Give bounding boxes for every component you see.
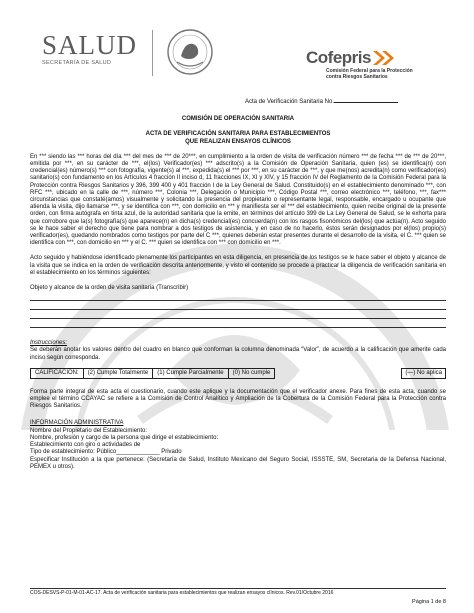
acta-number-line <box>30 96 398 106</box>
instructions-text: Se deberán anotar los valores dentro del cuadro en blanco que conforman la columna denominada “Valor”, de acuerdo a la calificación que amerite cada inciso según corresponda. <box>30 347 446 361</box>
admin-info-title: INFORMACIÓN ADMINISTRATIVA <box>30 420 124 427</box>
salud-subtitle: SECRETARÍA DE SALUD <box>42 60 112 66</box>
salud-logo <box>42 32 182 66</box>
rating-label: CALIFICACIÓN: <box>31 369 84 378</box>
cofepris-arrows-icon <box>371 50 397 66</box>
acta-number-label: Acta de Verificación Sanitaria No. <box>244 99 334 105</box>
page-number: Página 1 de 8 <box>412 599 446 605</box>
document-subtitle-line-2: QUE REALIZAN ENSAYOS CLÍNICOS <box>185 138 291 145</box>
instructions-title: Instrucciones: <box>30 340 68 347</box>
admin-director-line[interactable]: Nombre, profesión y cargo de la persona que dirige el establecimiento: <box>30 434 219 441</box>
admin-owner-line[interactable]: Nombre del Propietario del Establecimiento: <box>30 427 148 434</box>
admin-institution-line[interactable]: Especificar Institución a la que pertenece: (Secretaría de Salud, Instituto Mexicano del Seguro Social, ISSSTE, SM, Secretaria de la Defensa Nacional, PEMEX u otros). <box>30 456 446 470</box>
mexico-seal-icon <box>165 26 215 78</box>
objective-line-3[interactable] <box>30 310 446 319</box>
cofepris-logo <box>306 48 446 80</box>
rating-option-na: (—) No aplica <box>401 368 446 379</box>
cofepris-subtitle-2: contra Riesgos Sanitarios <box>326 74 388 80</box>
document-subtitle-line-1: ACTA DE VERIFICACIÓN SANITARIA PARA ESTABLECIMIENTOS <box>145 131 331 138</box>
cofepris-name: Cofepris <box>306 48 371 67</box>
salud-name: SALUD <box>42 30 138 60</box>
admin-activity-line[interactable]: Establecimiento con giro o actividades de <box>30 442 141 449</box>
objective-line-4[interactable] <box>30 319 446 328</box>
admin-type-line[interactable]: Tipo de establecimiento: Público_____________ Privado <box>30 449 182 456</box>
objective-line-2[interactable] <box>30 301 446 310</box>
cofepris-subtitle-1: Comisión Federal para la Protección <box>326 68 413 74</box>
intro-paragraph: En *** siendo las *** horas del día *** del mes de *** de 20***, en cumplimiento a la orden de visita de verificación número *** de fecha *** de *** de 20***, emitida por ***, en su carácter de ***, el(los) Verificador(es) *** adscrito(s) a la Comisión de Operación Sanitaria, quien (es) se identifica(n) con credencial(es) número(s) *** con fotografía, vigente(s) al ***, expedida(s) el *** por ***, en su carácter de ***, y que me(nos) acredita(n) como verificador(es) sanitario(s) con fundamento en los Artículos 4 fracción II inciso d, 11 fracciones IX, XI y XIV, y 15 fracción IV del Reglamento de la Comisión Federal para la Protección contra Riesgos Sanitarios y 396, 399 400 y 401 fracción I de la Ley General de Salud. Constituido(s) en el establecimiento denominado ***, con RFC ***, ubicado en la calle de ***, número ***, Colonia ***, Delegación o Municipio ***, Código Postal ***, correo electrónico ***, teléfono, ***, fax*** circunstancias que constaté(amos) visualmente y solicitando la presencia del propietario o representante legal, responsable, encargado u ocupante que atienda la visita, dijo llamarse ***, y se identifica con ***, con domicilio en *** y manifiesta ser el *** del establecimiento, quien recibe original de la presente orden, con firma autógrafa en tinta azul, de la autoridad sanitaria que la emite, en términos del artículo 399 de La Ley General de Salud, se le exhorta para que corrobore que la(s) fotografía(s) que aparece(n) en dicha(s) credencial(es) concuerda(n) con los rasgos fisonómicos del(los) que actúa(n). Acto seguido se le hace saber el derecho que tiene para nombrar a dos testigos de asistencia, y en caso de no hacerlo, éstos serán designados por el(los) propio(s) verificador(es), quedando nombrados como testigos por parte del C ***, quienes deberán estar presentes durante el desarrollo de la visita, el C. *** quien se identifica con ***, con domicilio en *** y el C. *** quien se identifica con *** con domicilio en ***. <box>30 153 446 247</box>
document-subtitle <box>30 131 446 145</box>
integral-paragraph: Forma parte integral de esta acta el cuestionario, cuando este aplique y la documentación que el verificador anexe. Para fines de esta acta, cuando se emplee el término CCAYAC se refiere a la Comisión de Control Analítico y Ampliación de la Cobertura de la Comisión Federal para la Protección contra Riesgos Sanitarios. <box>30 388 446 410</box>
diligence-paragraph: Acto seguido y habiéndose identificado plenamente los participantes en esta diligencia, en presencia de los testigos se le hace saber el objeto y alcance de la visita que se indica en la orden de verificación descrita anteriormente, y visto el contenido se procede a practicar la diligencia de verificación sanitaria en el establecimiento en los términos siguientes: <box>30 255 446 276</box>
footer-code: COS-DESVS-P-01-M-01-AC-17. Acta de verificación sanitaria para establecimientos que realizan ensayos clínicos. Rev.01/Octubre 2016 <box>30 588 446 596</box>
rating-option-0: (0) No cumple <box>232 369 271 376</box>
rating-option-1: (1) Cumple Parcialmente <box>153 369 228 378</box>
document-title: COMISIÓN DE OPERACIÓN SANITARIA <box>181 116 295 123</box>
rating-legend <box>30 368 446 379</box>
objective-line-1[interactable] <box>30 292 446 301</box>
acta-number-field[interactable] <box>334 96 398 103</box>
rating-option-2: (2) Cumple Totalmente <box>84 369 154 378</box>
header <box>30 0 446 82</box>
rating-options <box>30 368 275 379</box>
objective-label: Objeto y alcance de la orden de visita sanitaria (Transcribir) <box>30 285 189 292</box>
header-divider <box>152 30 153 76</box>
